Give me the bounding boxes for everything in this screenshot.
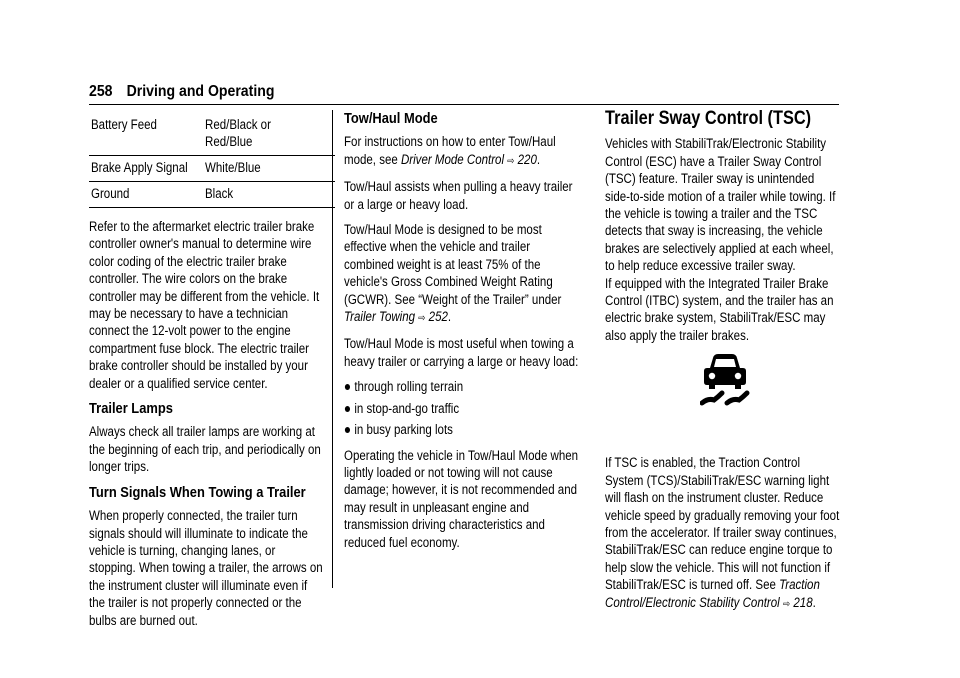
tow-haul-paragraph-3: Tow/Haul Mode is designed to be most effective when the vehicle and trailer combined weight is at least 75% of the vehicle's Gross Combined Weight Rating (GCWR). See “Weight of the Trailer” under Trailer Towing ⇨ 252. xyxy=(344,222,562,325)
wire-color-cell: White/Blue xyxy=(203,156,335,182)
wire-color-table xyxy=(89,113,335,208)
trailer-lamps-heading: Trailer Lamps xyxy=(89,400,173,418)
wire-function-cell: Battery Feed xyxy=(89,113,203,156)
page-ref-arrow-icon: ⇨ xyxy=(782,598,791,610)
tsc-paragraph-2: If equipped with the Integrated Trailer Brake Control (ITBC) system, and the trailer has an electric brake system, StabiliTrak/ESC may also apply the trailer brakes. xyxy=(605,275,834,343)
list-item: in busy parking lots xyxy=(344,421,580,438)
tsc-paragraph-3: If TSC is enabled, the Traction Control System (TCS)/StabiliTrak/ESC warning light will flash on the instrument cluster. Reduce vehicle speed by gradually removing your foot from the accelerator. If trailer sway continues, StabiliTrak/ESC can reduce engine torque to help slow the vehicle. This will not function if StabiliTrak/ESC is turned off. See Traction Control/Electronic Stability Control ⇨ 218. xyxy=(605,455,840,610)
table-row xyxy=(89,156,335,182)
tow-haul-heading: Tow/Haul Mode xyxy=(344,110,438,127)
traction-control-link[interactable]: Traction Control/Electronic Stability Control xyxy=(605,577,820,610)
section-title: Driving and Operating xyxy=(126,83,275,100)
page-ref-arrow-icon: ⇨ xyxy=(418,313,426,325)
page-ref-arrow-icon: ⇨ xyxy=(507,155,515,167)
header-rule xyxy=(89,104,839,105)
page-ref[interactable]: 252 xyxy=(428,309,448,325)
column-2 xyxy=(344,110,580,559)
wire-color-cell: Black xyxy=(203,182,335,208)
tow-haul-paragraph-5: Operating the vehicle in Tow/Haul Mode when lightly loaded or not towing will not cause damage; however, it is not recommended and may result in unpleasant engine and transmission driving characteristics and reduced fuel economy. xyxy=(344,447,579,550)
tow-haul-paragraph-2: Tow/Haul assists when pulling a heavy trailer or a large or heavy load. xyxy=(344,179,573,212)
tow-haul-bullet-list xyxy=(344,378,580,438)
turn-signals-paragraph: When properly connected, the trailer turn signals should will illuminate to indicate the vehicle is turning, changing lanes, or stopping. When towing a trailer, the arrows on the instrument cluster will illuminate even if the trailer is not properly connected or the bulbs are burned out. xyxy=(89,508,323,628)
stabilitrak-skid-icon xyxy=(700,352,750,406)
list-item: in stop-and-go traffic xyxy=(344,400,580,417)
page-ref[interactable]: 218 xyxy=(793,594,813,610)
page-ref[interactable]: 220 xyxy=(517,151,537,167)
tow-haul-paragraph-4: Tow/Haul Mode is most useful when towing a heavy trailer or carrying a large or heavy load: xyxy=(344,336,579,369)
wire-function-cell: Ground xyxy=(89,182,203,208)
driver-mode-control-link[interactable]: Driver Mode Control xyxy=(400,151,505,167)
tsc-heading: Trailer Sway Control (TSC) xyxy=(605,108,812,129)
table-row xyxy=(89,113,335,156)
table-row xyxy=(89,182,335,208)
trailer-lamps-paragraph: Always check all trailer lamps are working at the beginning of each trip, and periodically on longer trips. xyxy=(89,424,321,475)
page-number: 258 xyxy=(89,83,113,100)
wire-function-cell: Brake Apply Signal xyxy=(89,156,203,182)
tsc-paragraph-1: Vehicles with StabiliTrak/Electronic Stability Control (ESC) have a Trailer Sway Control (TSC) feature. Trailer sway is unintended side-to-side motion of a trailer while towing. If the vehicle is towing a trailer and the TSC detects that sway is increasing, the vehicle brakes are selectively applied at each wheel, to help reduce excessive trailer sway. xyxy=(605,136,836,274)
trailer-towing-link[interactable]: Trailer Towing xyxy=(344,309,416,325)
page-header xyxy=(89,83,274,101)
column-1 xyxy=(89,113,323,637)
turn-signals-heading: Turn Signals When Towing a Trailer xyxy=(89,483,306,501)
list-item: through rolling terrain xyxy=(344,378,580,395)
wire-color-cell: Red/Black or Red/Blue xyxy=(203,113,335,156)
tow-haul-paragraph-1: For instructions on how to enter Tow/Haul mode, see Driver Mode Control ⇨ 220. xyxy=(344,134,556,167)
intro-paragraph: Refer to the aftermarket electric trailer brake controller owner's manual to determine wire color coding of the electric trailer brake controller. The wire colors on the brake controller may be different from the vehicle. It may be necessary to have a technician connect the 12-volt power to the engine compartment fuse block. The electric trailer brake controller should be installed by your dealer or a qualified service center. xyxy=(89,219,320,391)
